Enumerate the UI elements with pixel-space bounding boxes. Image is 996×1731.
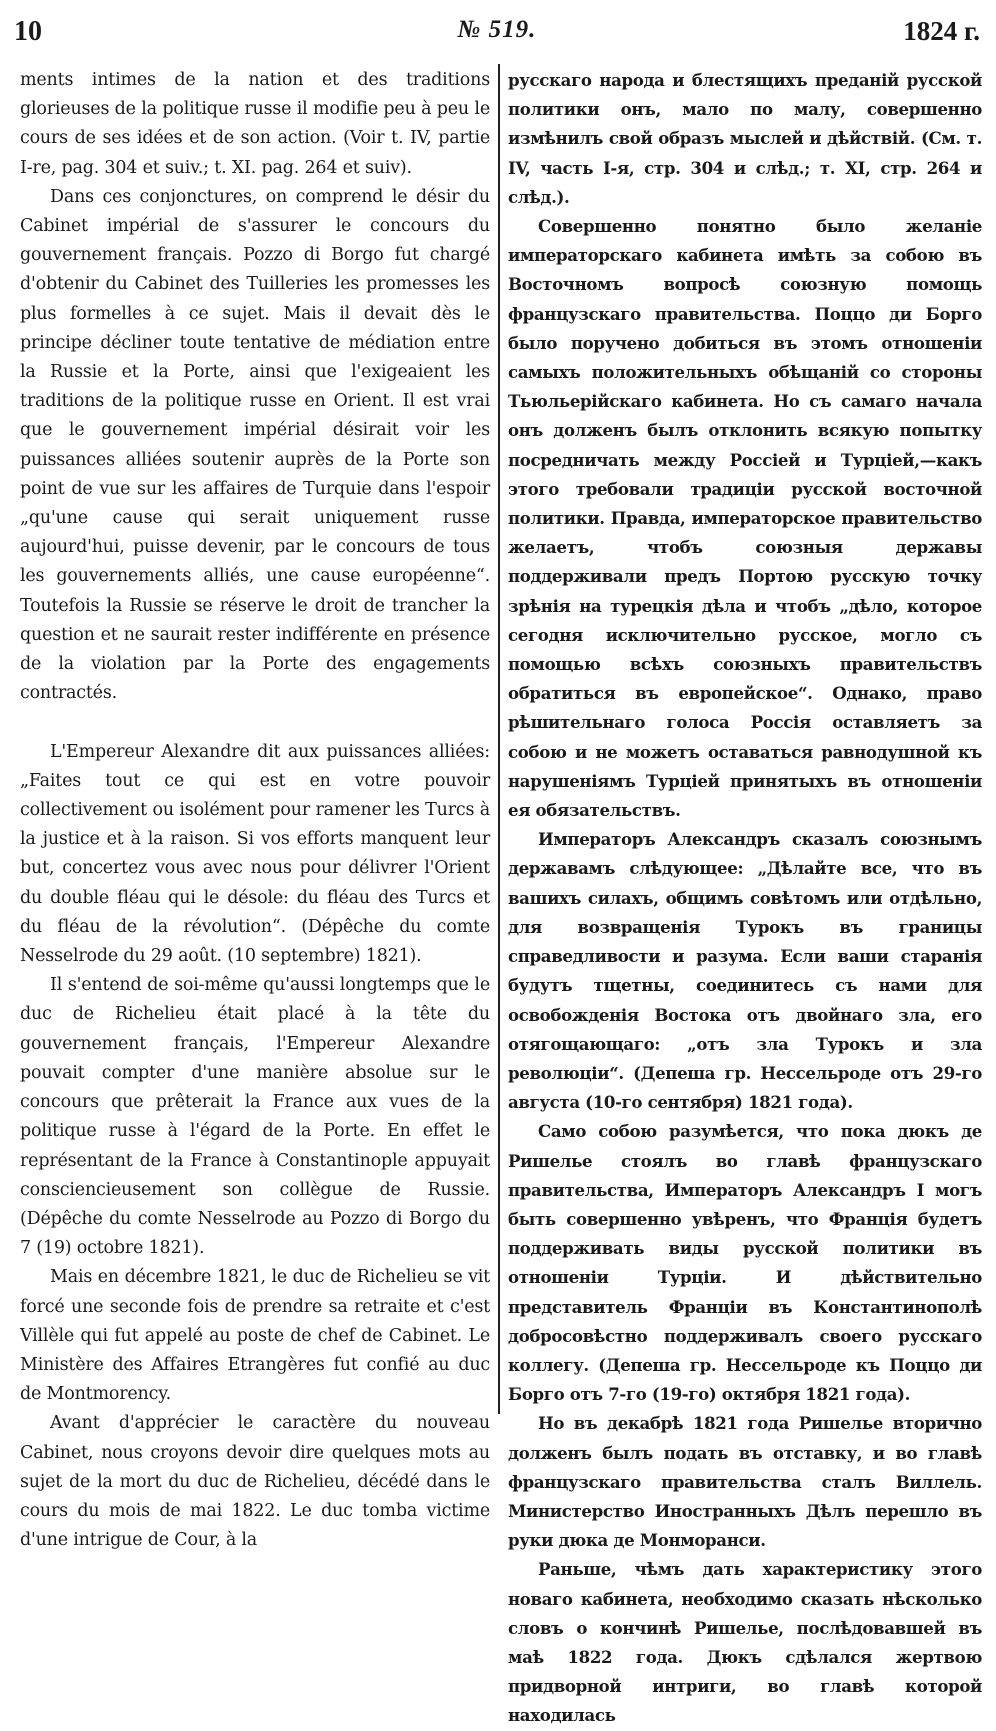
russian-paragraph-6: Раньше, чѣмъ дать характеристику этого новаго кабинета, необходимо сказать нѣсколько словъ о кончинѣ Ришелье, послѣдовавшей въ маѣ 1822 года. Дюкъ сдѣлался жертвою придворной интриги, во главѣ которой находилась <box>508 1559 982 1726</box>
russian-paragraph-1: русскаго народа и блестящихъ преданій русской политики онъ, мало по малу, совершенно измѣнилъ свой образъ мыслей и дѣйствій. (См. т. IV, часть I-я, стр. 304 и слѣд.; т. XI, стр. 264 и слѣд.). <box>508 70 982 207</box>
russian-paragraph-5: Но въ декабрѣ 1821 года Ришелье вторично долженъ былъ подать въ отставку, и во главѣ французскаго правительства сталъ Виллель. Министерство Иностранныхъ Дѣлъ перешло въ руки дюка де Монморанси. <box>508 1413 982 1551</box>
column-divider <box>498 64 500 1414</box>
russian-paragraph-3: Императоръ Александръ сказалъ союзнымъ державамъ слѣдующее: „Дѣлайте все, что въ вашихъ силахъ, общимъ совѣтомъ или отдѣльно, для возвращенія Турокъ въ границы справедливости и разума. Если ваши старанія будутъ тщетны, соединитесь съ нами для освобожденія Востока отъ двойнаго зла, его отягощающаго: „отъ зла Турокъ и зла революціи“. (Депеша гр. Нессельроде отъ 29-го августа (10-го сентября) 1821 года). <box>508 829 982 1113</box>
french-paragraph-3: L'Empereur Alexandre dit aux puissances alliées: „Faites tout ce qui est en votre pouvoir collectivement ou isolément pour ramener les Turcs à la justice et à la raison. Si vos efforts manquent leur but, concertez vous avec nous pour délivrer l'Orient du double fléau qui le désole: du fléau des Turcs et du fléau de la révolution“. (Dépêche du comte Nesselrode du 29 août. (10 septembre) 1821). <box>20 741 490 967</box>
russian-column <box>508 66 982 1731</box>
french-paragraph-2: Dans ces conjonctures, on comprend le désir du Cabinet impérial de s'assurer le concours du gouvernement français. Pozzo di Borgo fut chargé d'obtenir du Cabinet des Tuilleries les promesses les plus formelles à ce sujet. Mais il devait dès le principe décliner toute tentative de médiation entre la Russie et la Porte, ainsi que l'exigeaient les traditions de la politique russe en Orient. Il est vrai que le gouvernement impérial désirait voir les puissances alliées soutenir auprès de la Porte son point de vue sur les affaires de Turquie dans l'espoir „qu'une cause qui serait uniquement russe aujourd'hui, puisse devenir, par le concours de tous les gouvernements alliés, une cause européenne“. Toutefois la Russie se réserve le droit de trancher la question et ne saurait rester indifférente en présence de la violation par la Porte des engagements contractés. <box>20 186 490 704</box>
french-paragraph-5: Mais en décembre 1821, le duc de Richelieu se vit forcé une seconde fois de prendre sa retraite et c'est Villèle qui fut appelé au poste de chef de Cabinet. Le Ministère des Affaires Etrangères fut confié au duc de Montmorency. <box>20 1267 490 1405</box>
russian-paragraph-2: Совершенно понятно было желаніе императорскаго кабинета имѣть за собою въ Восточномъ вопросѣ союзную помощь французскаго правительства. Поццо ди Борго было поручено добиться въ этомъ отношеніи самыхъ положительныхъ обѣщаній со стороны Тьюльерійскаго кабинета. Но съ самаго начала онъ долженъ былъ отклонить всякую попытку посредничать между Россіей и Турціей,—какъ этого требовали традиціи русской восточной политики. Правда, императорское правительство желаетъ, чтобъ союзныя державы поддерживали предъ Портою русскую точку зрѣнія на турецкія дѣла и чтобъ „дѣло, которое сегодня исключительно русское, могло съ помощью всѣхъ союзныхъ правительствъ обратиться въ европейское“. Однако, право рѣшительнаго голоса Россія оставляетъ за собою и не можетъ оставаться равнодушной къ нарушеніямъ Турціей принятыхъ въ отношеніи ея обязательствъ. <box>508 216 982 821</box>
page-number: 10 <box>14 16 42 47</box>
french-paragraph-1: ments intimes de la nation et des traditions glorieuses de la politique russe il modifie peu à peu le cours de ses idées et de son action. (Voir t. IV, partie I-re, pag. 304 et suiv.; t. XI. pag. 264 et suiv). <box>20 70 490 178</box>
document-number: № 519. <box>457 16 537 43</box>
french-paragraph-6: Avant d'apprécier le caractère du nouveau Cabinet, nous croyons devoir dire quelques mots au sujet de la mort du duc de Richelieu, décédé dans le cours du mois de mai 1822. Le duc tomba victime d'une intrigue de Cour, à la <box>20 1413 490 1551</box>
russian-paragraph-4: Само собою разумѣется, что пока дюкъ де Ришелье стоялъ во главѣ французскаго правительства, Императоръ Александръ I могъ быть совершенно увѣренъ, что Франція будетъ поддерживать виды русской политики въ отношеніи Турціи. И дѣйствительно представитель Франціи въ Константинополѣ добросовѣстно поддерживалъ своего русскаго коллегу. (Депеша гр. Нессельроде къ Поццо ди Борго отъ 7-го (19-го) октября 1821 года). <box>508 1121 982 1405</box>
running-header <box>14 16 980 50</box>
year-label: 1824 г. <box>903 16 980 46</box>
french-column <box>20 66 490 1555</box>
french-paragraph-4: Il s'entend de soi-même qu'aussi longtemps que le duc de Richelieu était placé à la tête du gouvernement français, l'Empereur Alexandre pouvait compter d'une manière absolue sur le concours que prêterait la France aux vues de la politique russe à l'égard de la Porte. En effet le représentant de la France à Constantinople appuyait consciencieusement son collègue de Russie. (Dépêche du comte Nesselrode au Pozzo di Borgo du 7 (19) octobre 1821). <box>20 975 490 1259</box>
